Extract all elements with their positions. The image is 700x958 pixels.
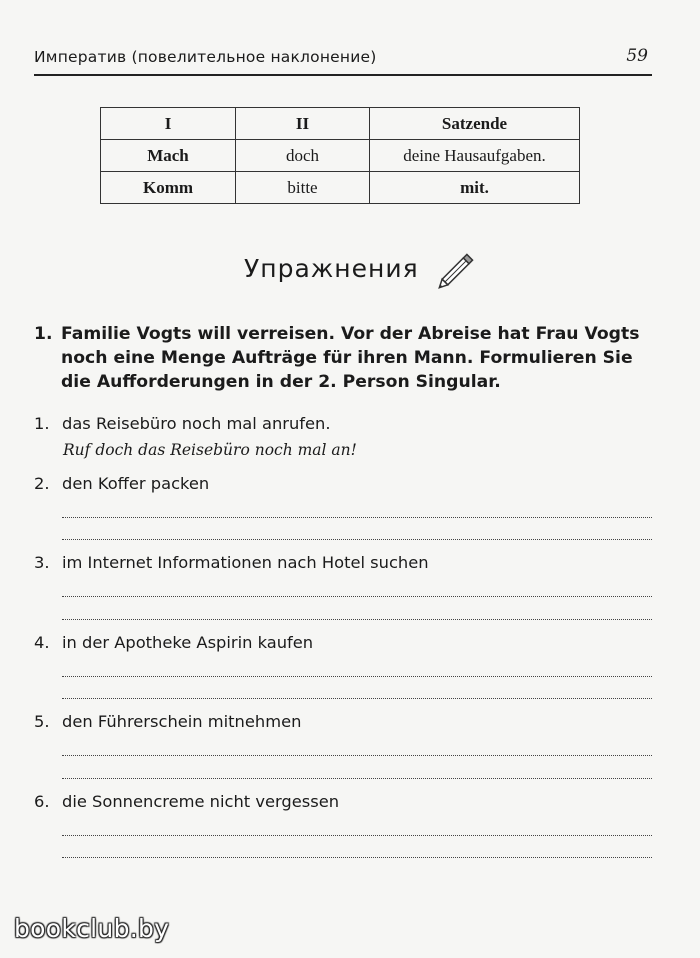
item-number: 1. [34, 414, 50, 433]
pencil-icon [434, 250, 480, 290]
answer-line[interactable] [62, 676, 652, 677]
item-text: den Führerschein mitnehmen [62, 712, 302, 731]
list-item [34, 553, 429, 572]
item-number: 4. [34, 633, 50, 652]
answer-line[interactable] [62, 539, 652, 540]
task-text: Familie Vogts will verreisen. Vor der Abreise hat Frau Vogts noch eine Menge Aufträge für ihren Mann. Formulieren Sie die Aufforderungen in der 2. Person Singular. [61, 324, 640, 392]
item-text: im Internet Informationen nach Hotel suchen [62, 553, 429, 572]
answer-line[interactable] [62, 835, 652, 836]
table-cell: deine Hausaufgaben. [370, 140, 580, 172]
example-answer: Ruf doch das Reisebüro noch mal an! [63, 441, 357, 459]
answer-line[interactable] [62, 596, 652, 597]
table-header-cell: Satzende [370, 108, 580, 140]
grammar-table [100, 107, 580, 204]
item-text: das Reisebüro noch mal anrufen. [62, 414, 331, 433]
table-cell: doch [236, 140, 370, 172]
list-item [34, 792, 339, 811]
item-text: in der Apotheke Aspirin kaufen [62, 633, 314, 652]
table-cell: Mach [101, 140, 236, 172]
page-number: 59 [626, 46, 648, 66]
table-cell: mit. [370, 172, 580, 204]
item-number: 3. [34, 553, 50, 572]
table-cell: bitte [236, 172, 370, 204]
item-number: 5. [34, 712, 50, 731]
task-number: 1. [34, 324, 53, 344]
item-number: 2. [34, 474, 50, 493]
table-row [101, 172, 580, 204]
answer-line[interactable] [62, 778, 652, 779]
item-text: den Koffer packen [62, 474, 210, 493]
item-number: 6. [34, 792, 50, 811]
table-row [101, 140, 580, 172]
watermark: bookclub.by [14, 914, 170, 943]
section-title: Упражнения [244, 254, 419, 283]
list-item [34, 414, 331, 433]
table-header-cell: I [101, 108, 236, 140]
item-text: die Sonnencreme nicht vergessen [62, 792, 340, 811]
task-instruction [34, 322, 664, 394]
running-title: Императив (повелительное наклонение) [34, 48, 377, 66]
answer-line[interactable] [62, 755, 652, 756]
table-cell: Komm [101, 172, 236, 204]
answer-line[interactable] [62, 517, 652, 518]
page-header [34, 48, 652, 76]
list-item [34, 633, 313, 652]
list-item [34, 474, 209, 493]
list-item [34, 712, 301, 731]
answer-line[interactable] [62, 619, 652, 620]
answer-line[interactable] [62, 698, 652, 699]
table-header-row [101, 108, 580, 140]
table-header-cell: II [236, 108, 370, 140]
answer-line[interactable] [62, 857, 652, 858]
